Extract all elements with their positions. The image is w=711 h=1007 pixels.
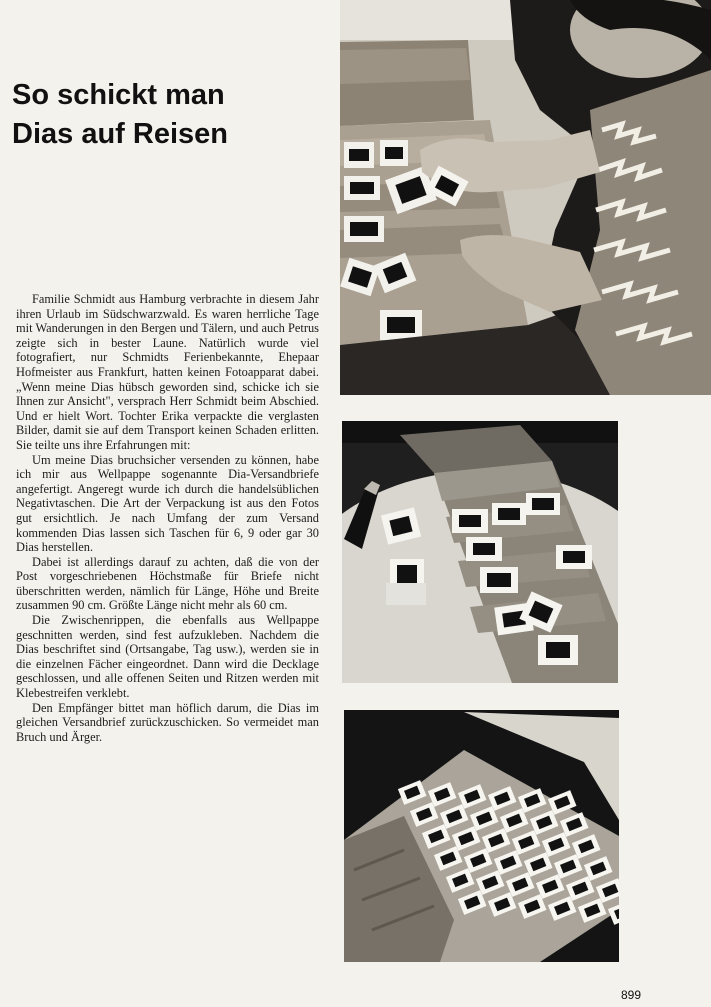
photo-2-drawing — [342, 421, 618, 683]
title-line-1: So schickt man — [12, 79, 225, 111]
photo-1-drawing — [340, 0, 711, 395]
photo-30-slide-mailer — [344, 710, 619, 962]
photo-slide-envelope-with-glue — [342, 421, 618, 683]
paragraph-envelopes: Um meine Dias bruchsicher versenden zu können, habe ich mir aus Wellpappe sogenannte Dia-Versandbriefe angefertigt. Angeregt wurde ich durch die handelsüblichen Negativtaschen. Die Art der Verpackung ist aus den Fotos gut ersichtlich. Je nach Umfang der zum Versand kommenden Dias lassen sich Taschen für 6, 9 oder gar 30 Dias herstellen. — [16, 452, 319, 555]
paragraph-ribs: Die Zwischenrippen, die ebenfalls aus Wellpappe geschnitten werden, sind fest aufzukleben. Nachdem die Dias beschriftet sind (Ortsangabe, Tag usw.), werden sie in die einzelnen Fächer eingeordnet. Dann wird die Decklage geschlossen, und alle offenen Seiten und Ritzen werden mit Klebestreifen verklebt. — [16, 613, 319, 701]
photo-woman-packing-slides — [340, 0, 711, 395]
paragraph-intro: Familie Schmidt aus Hamburg verbrachte in diesem Jahr ihren Urlaub im Südschwarzwald. Es waren herrliche Tage mit Wanderungen in den Bergen und Tälern, und auch Petrus zeigte sich in bester Laune. Natürlich wurde viel fotografiert, nur Schmidts Ferienbekannte, Ehepaar Hofmeister aus Frankfurt, hatten keinen Fotoapparat dabei. „Wenn meine Dias hübsch geworden sind, schicke ich sie Ihnen zur Ansicht", versprach Herr Schmidt beim Abschied. Und er hielt Wort. Tochter Erika verpackte die verglasten Bilder, damit sie auf dem Transport keinen Schaden erlitten. Sie teilte uns ihre Erfahrungen mit: — [16, 292, 319, 452]
paragraph-postal-limits: Dabei ist allerdings darauf zu achten, daß die von der Post vorgeschriebenen Höchstmaße für Briefe nicht überschritten werden, nämlich für Länge, Höhe und Breite zusammen 90 cm. Größte Länge nicht mehr als 60 cm. — [16, 554, 319, 613]
page-number: 899 — [621, 988, 642, 1002]
photo-3-drawing — [344, 710, 619, 962]
title-line-2: Dias auf Reisen — [12, 118, 228, 150]
article-title — [12, 76, 332, 154]
text-column — [0, 0, 336, 1007]
article-body — [16, 292, 319, 744]
paragraph-return: Den Empfänger bittet man höflich darum, die Dias im gleichen Versandbrief zurückzuschicken. So vermeidet man Bruch und Ärger. — [16, 700, 319, 744]
